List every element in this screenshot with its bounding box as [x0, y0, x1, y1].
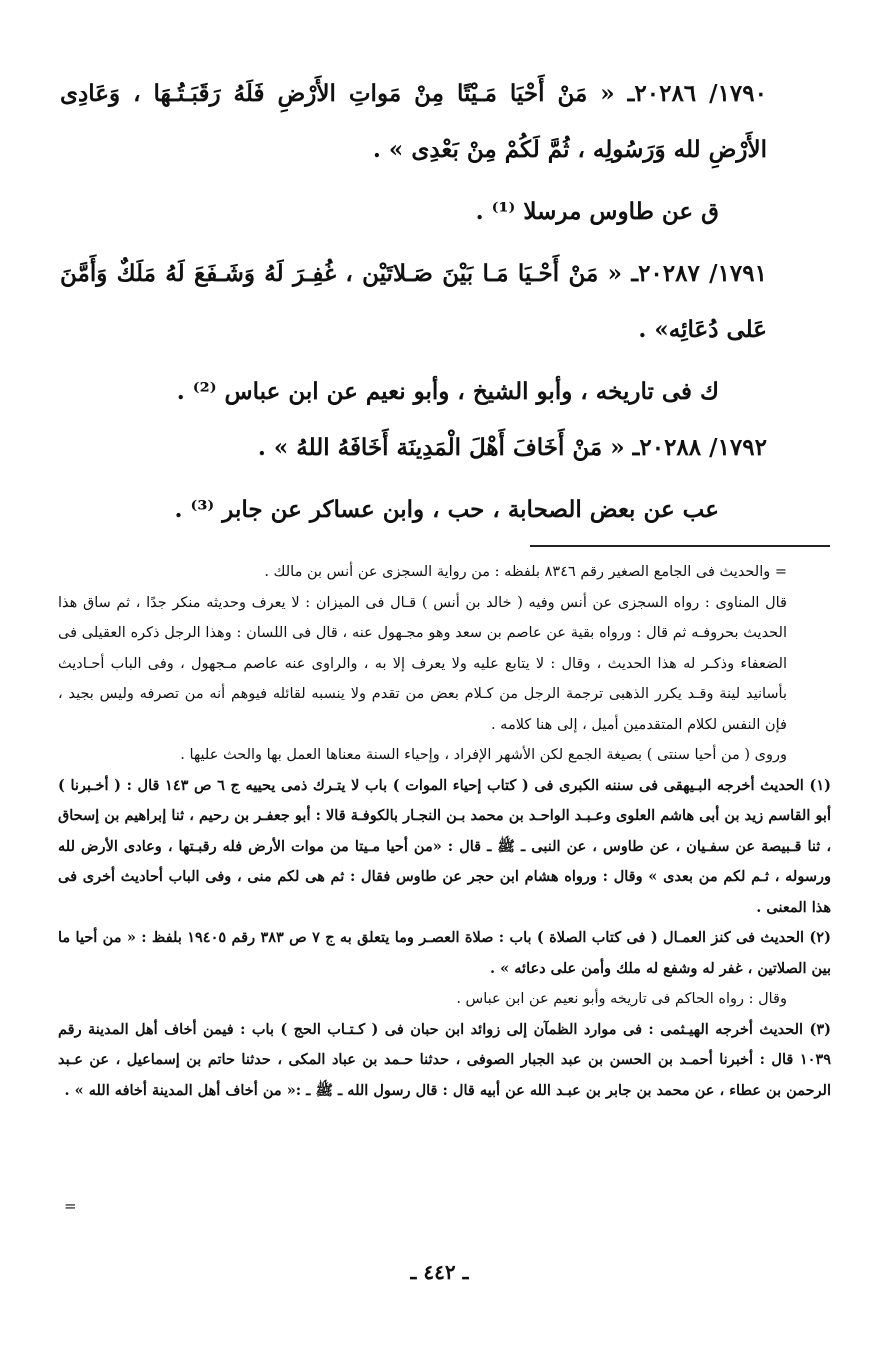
hadith-1791-source: ك فى تاريخه ، وأبو الشيخ ، وأبو نعيم عن ابن عباس ⁽²⁾ . — [176, 378, 719, 405]
footnote-riwaya: وروى ( من أحيا سنتى ) بصيغة الجمع لكن الأشهر الإفراد ، وإحياء السنة معناها العمل بها والحث عليها . — [180, 747, 787, 763]
hadith-1792-source: عب عن بعض الصحابة ، حب ، وابن عساكر عن جابر ⁽³⁾ . — [174, 496, 719, 523]
page-number: ـ ٤٤٢ ـ — [410, 1260, 469, 1284]
hadith-1791: ١٧٩١/ ٢٠٢٨٧ـ « مَنْ أَحْـيَا مَـا بَيْنَ صَـلاتَيْن ، غُفِـرَ لَهُ وَشَـفَعَ لَهُ مَلَكٌ وَأَمَّنَ عَلى دُعَائِه» . — [60, 260, 767, 343]
hadith-1790: ١٧٩٠/ ٢٠٢٨٦ـ « مَنْ أَحْيَا مَـيْتًا مِنْ مَواتِ الأَرْضِ فَلَهُ رَقَبَـتُـهَا ، وَعَادِى الأَرْضِ لله وَرَسُولِه ، ثُمَّ لَكُمْ مِنْ بَعْدِى » . — [60, 80, 767, 163]
footnote-2: (٢) الحديث فى كنز العمـال ( فى كتاب الصلاة ) باب : صلاة العصـر وما يتعلق به ج ٧ ص ٣٨٣ رقم ١٩٤٠٥ بلفظ : « من أحيا ما بين الصلاتين ، غفر له وشفع له ملك وأمن على دعائه » . — [58, 929, 831, 977]
continuation-mark: = — [64, 1197, 77, 1215]
hadith-1790-source: ق عن طاوس مرسلا ⁽¹⁾ . — [475, 198, 719, 225]
footnote-manawi: قال المناوى : رواه السجزى عن أنس وفيه ( خالد بن أنس ) قـال فى الميزان : لا يعرف وحديثه منكر جدًا ، ثم ساق هذا الحديث بحروفـه ثم قال : ورواه بقية عن عاصم بن سعد وهو مجـهول عنه ، قال فى اللسان : وهذا الرجل ذكره العقيلى فى الضعفاء وذكـر له هذا الحديث ، وقال : لا يتابع عليه ولا يعرف إلا به ، والراوى عنه عاصم مـجهول ، وفى الباب أحـاديث بأسانيد لينة وقـد يكرر الذهبى ترجمة الرجل من كـلام بعض من تقدم ولا ينسبه لقائله فيوهم أنه من تصرفه وليس بجيد ، فإن النفس لكلام المتقدمين أميل ، إلى هنا كلامه . — [58, 594, 787, 733]
main-text — [60, 66, 767, 538]
footnote-3: (٣) الحديث أخرجه الهيـثمى : فى موارد الظمآن إلى زوائد ابن حبان فى ( كـتـاب الحج ) باب : فيمن أخاف أهل المدينة رقم ١٠٣٩ قال : أخبرنا أحمـد بن الحسن بن عبد الجبار الصوفى ، حدثنا حـمد بن عباد المكى ، حدثنا حاتم بن إسماعيل ، عن عـبد الرحمن بن عطاء ، عن محمد بن جابر بن عبـد الله عن أبيه قال : قال رسول الله ـ ﷺ ـ :« من أخاف أهل المدينة أخافه الله » . — [58, 1020, 831, 1099]
footnote-divider — [530, 545, 830, 547]
footnote-continuation: = والحديث فى الجامع الصغير رقم ٨٣٤٦ بلفظه : من رواية السجزى عن أنس بن مالك . — [264, 564, 787, 580]
footnote-1: (١) الحديث أخرجه البـيهقى فى سننه الكبرى فى ( كتاب إحياء الموات ) باب لا يتـرك ذمى يحييه ج ٦ ص ١٤٣ قال : ( أخـبرنا ) أبو القاسم زيد بن أبى هاشم العلوى وعـبـد الواحـد بن محمد بـن النجـار بالكوفـة قالا : أبو جعفـر بن رحيم ، ثنا إبراهيم بن إسحاق ، ثنا قـبيصة عن سفـيان ، عن طاوس ، عن النبى ـ ﷺ ـ قال : «من أحيا مـيتا من موات الأرض فله رقبـتها ، وعادى الأرض لله ورسوله ، ثـم لكم من بعدى » وقال : ورواه هشام ابن حجر عن طاوس فقال : ثم هى لكم منى ، وفى الباب أحاديث أخرى فى هذا المعنى . — [58, 776, 831, 916]
hadith-1792: ١٧٩٢/ ٢٠٢٨٨ـ « مَنْ أَخَافَ أَهْلَ الْمَدِينَة أَخَافَهُ اللهُ » . — [257, 434, 767, 461]
footnotes — [58, 557, 831, 1106]
footnote-2-note: وقال : رواه الحاكم فى تاريخه وأبو نعيم عن ابن عباس . — [456, 991, 787, 1007]
